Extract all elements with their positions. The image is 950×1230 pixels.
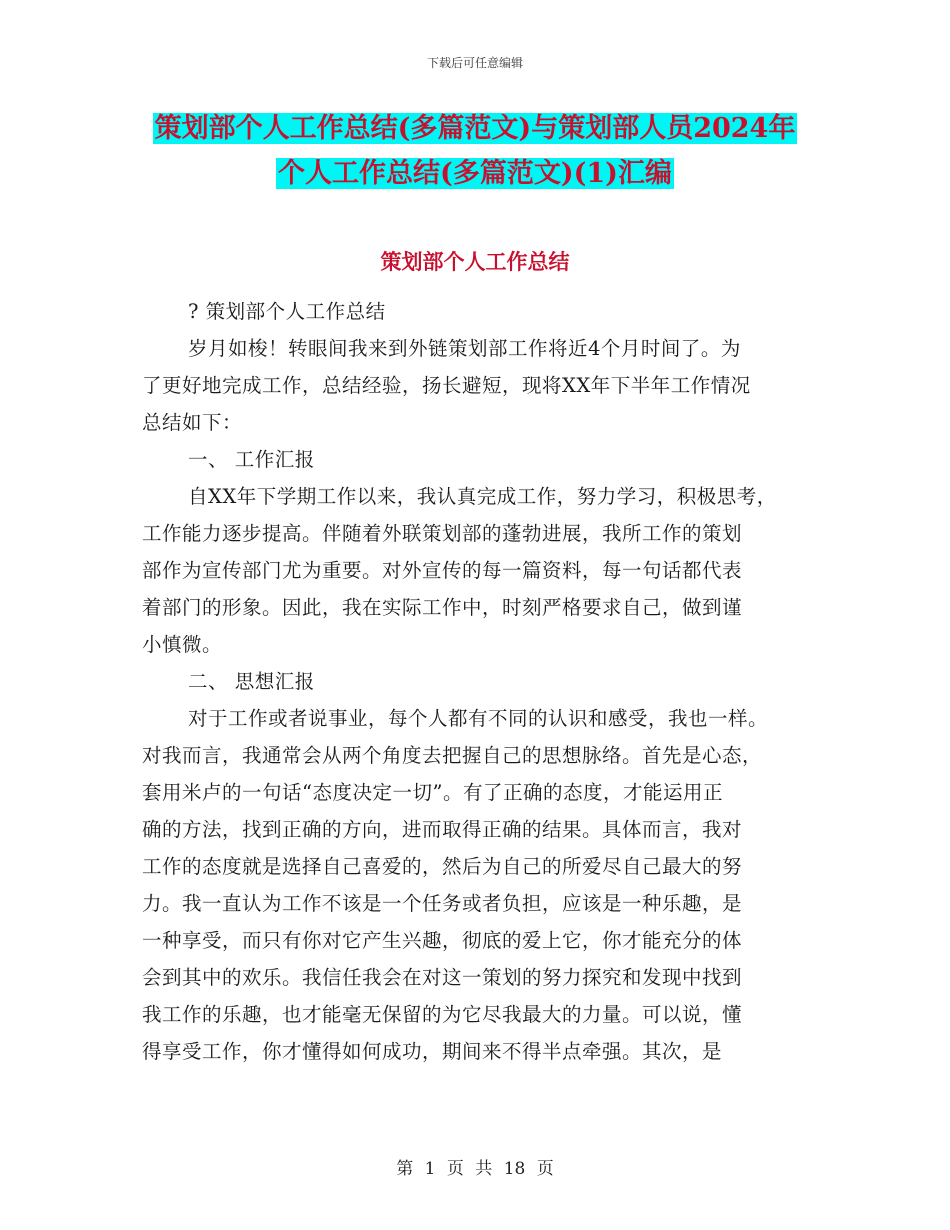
body-line: 总结如下：	[142, 411, 243, 434]
body-line: 我工作的乐趣，也才能毫无保留的为它尽我最大的力量。可以说，懂	[142, 1003, 743, 1026]
body-line: 了更好地完成工作，总结经验，扬长避短，现将XX年下半年工作情况	[142, 374, 751, 397]
body-line: 力。我一直认为工作不该是一个任务或者负担，应该是一种乐趣，是	[142, 892, 743, 915]
body-line: 工作的态度就是选择自己喜爱的，然后为自己的所爱尽自己最大的努	[142, 855, 743, 878]
body-line: 小慎微。	[142, 633, 223, 656]
body-line: 自XX年下学期工作以来，我认真完成工作，努力学习，积极思考，	[188, 485, 777, 508]
body-line: 对于工作或者说事业，每个人都有不同的认识和感受，我也一样。	[188, 707, 769, 730]
body-line: 会到其中的欢乐。我信任我会在对这一策划的努力探究和发现中找到	[142, 966, 743, 989]
body-line: 套用米卢的一句话“态度决定一切”。有了正确的态度，才能运用正	[142, 781, 723, 804]
body-line: 部作为宣传部门尤为重要。对外宣传的每一篇资料，每一句话都代表	[142, 559, 743, 582]
body-text	[142, 293, 822, 1070]
body-line: 二、 思想汇报	[188, 670, 315, 693]
body-line: 得享受工作，你才懂得如何成功，期间来不得半点牵强。其次，是	[142, 1040, 723, 1063]
document-title-line-2: 个人工作总结(多篇范文)(1)汇编	[278, 158, 672, 189]
body-line: 对我而言，我通常会从两个角度去把握自己的思想脉络。首先是心态，	[142, 744, 763, 767]
body-line: 一、 工作汇报	[188, 448, 315, 471]
body-line: 着部门的形象。因此，我在实际工作中，时刻严格要求自己，做到谨	[142, 596, 743, 619]
section-subtitle: 策划部个人工作总结	[380, 249, 570, 274]
body-line: 工作能力逐步提高。伴随着外联策划部的蓬勃进展，我所工作的策划	[142, 522, 743, 545]
body-line: 确的方法，找到正确的方向，进而取得正确的结果。具体而言，我对	[142, 818, 743, 841]
page-footer: 第 1 页 共 18 页	[396, 1159, 554, 1179]
body-line: 一种享受，而只有你对它产生兴趣，彻底的爱上它，你才能充分的体	[142, 929, 743, 952]
document-title-line-1: 策划部个人工作总结(多篇范文)与策划部人员2024年	[154, 113, 796, 144]
body-line: 岁月如梭！转眼间我来到外链策划部工作将近4个月时间了。为	[188, 337, 741, 360]
body-line: ? 策划部个人工作总结	[188, 300, 386, 323]
header-note: 下载后可任意编辑	[426, 56, 523, 70]
